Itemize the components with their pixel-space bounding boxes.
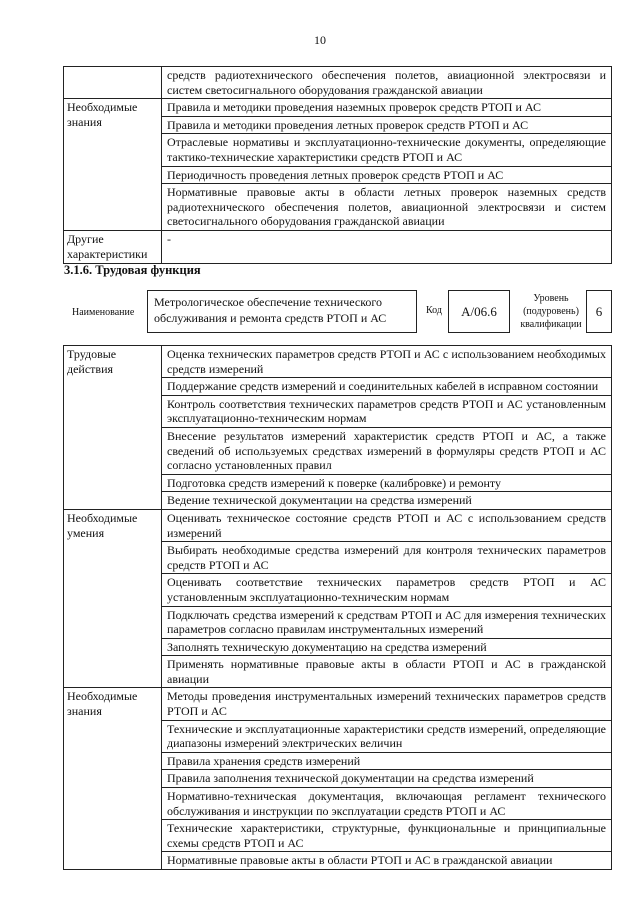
- row-item: Правила и методики проведения летных проверок средств РТОП и АС: [162, 116, 612, 134]
- row-group-label: Трудовые действия: [64, 346, 162, 510]
- qualification-level: 6: [586, 290, 612, 333]
- function-name: Метрологическое обеспечение технического обслуживания и ремонта средств РТОП и АС: [147, 290, 417, 333]
- row-item: Оценивать соответствие технических параметров средств РТОП и АС установленным эксплуатационно-техническим нормам: [162, 574, 612, 606]
- row-item: Поддержание средств измерений и соединительных кабелей в исправном состоянии: [162, 378, 612, 396]
- row-item: Периодичность проведения летных проверок средств РТОП и АС: [162, 166, 612, 184]
- table-row: [64, 509, 612, 541]
- section-heading: 3.1.6. Трудовая функция: [64, 263, 201, 277]
- row-item: Заполнять техническую документацию на средства измерений: [162, 638, 612, 656]
- page-number: 10: [314, 33, 326, 47]
- row-item: -: [162, 230, 612, 263]
- level-label: Уровень (подуровень) квалификации: [520, 293, 582, 330]
- row-item: Правила и методики проведения наземных проверок средств РТОП и АС: [162, 99, 612, 117]
- row-item: Нормативно-техническая документация, включающая регламент технического обслуживания и инструкции по эксплуатации средств РТОП и АС: [162, 788, 612, 820]
- table-row: [64, 688, 612, 720]
- row-item: Ведение технической документации на средства измерений: [162, 492, 612, 510]
- table-row: [64, 99, 612, 117]
- function-code: А/06.6: [448, 290, 510, 333]
- row-item: Технические и эксплуатационные характеристики средств измерений, определяющие диапазоны измерений электрических величин: [162, 720, 612, 752]
- row-item: Нормативные правовые акты в области летных проверок наземных средств радиотехнического обеспечения полетов, авиационной электросвязи и систем светосигнального оборудования гражданской авиации: [162, 184, 612, 231]
- row-item: Технические характеристики, структурные, функциональные и принципиальные схемы средств РТОП и АС: [162, 820, 612, 852]
- code-label: Код: [426, 305, 442, 316]
- row-item: Методы проведения инструментальных измерений технических параметров средств РТОП и АС: [162, 688, 612, 720]
- row-item: Контроль соответствия технических параметров средств РТОП и АС установленным эксплуатационно-техническим нормам: [162, 395, 612, 427]
- row-item: Оценивать техническое состояние средств РТОП и АС с использованием средств измерений: [162, 509, 612, 541]
- row-item: Применять нормативные правовые акты в области РТОП и АС в гражданской авиации: [162, 656, 612, 688]
- row-item: Подключать средства измерений к средствам РТОП и АС для измерения технических параметров согласно правилам инструментальных измерений: [162, 606, 612, 638]
- knowledge-table-continued: [63, 66, 612, 264]
- table-row: [64, 230, 612, 263]
- function-header: [66, 290, 612, 334]
- labor-function-table: [63, 345, 612, 870]
- row-item: Отраслевые нормативы и эксплуатационно-технические документы, определяющие тактико-технические характеристики средств РТОП и АС: [162, 134, 612, 166]
- row-item: Правила хранения средств измерений: [162, 752, 612, 770]
- row-group-label: Другие характеристики: [64, 230, 162, 263]
- row-item: Правила заполнения технической документации на средства измерений: [162, 770, 612, 788]
- row-group-label: Необходимые знания: [64, 99, 162, 231]
- table-row: [64, 67, 612, 99]
- row-group-label: Необходимые умения: [64, 509, 162, 688]
- row-item: Подготовка средств измерений к поверке (калибровке) и ремонту: [162, 474, 612, 492]
- row-group-label: [64, 67, 162, 99]
- row-group-label: Необходимые знания: [64, 688, 162, 870]
- row-item: Выбирать необходимые средства измерений для контроля технических параметров средств РТОП и АС: [162, 542, 612, 574]
- row-item: Оценка технических параметров средств РТОП и АС с использованием необходимых средств измерений: [162, 346, 612, 378]
- name-label: Наименование: [72, 307, 135, 318]
- row-item: средств радиотехнического обеспечения полетов, авиационной электросвязи и систем светосигнального оборудования гражданской авиации: [162, 67, 612, 99]
- row-item: Нормативные правовые акты в области РТОП и АС в гражданской авиации: [162, 852, 612, 870]
- table-row: [64, 346, 612, 378]
- row-item: Внесение результатов измерений характеристик средств РТОП и АС, а также сведений об используемых средствах измерений в формуляры средств РТОП и АС согласно установленных правил: [162, 427, 612, 474]
